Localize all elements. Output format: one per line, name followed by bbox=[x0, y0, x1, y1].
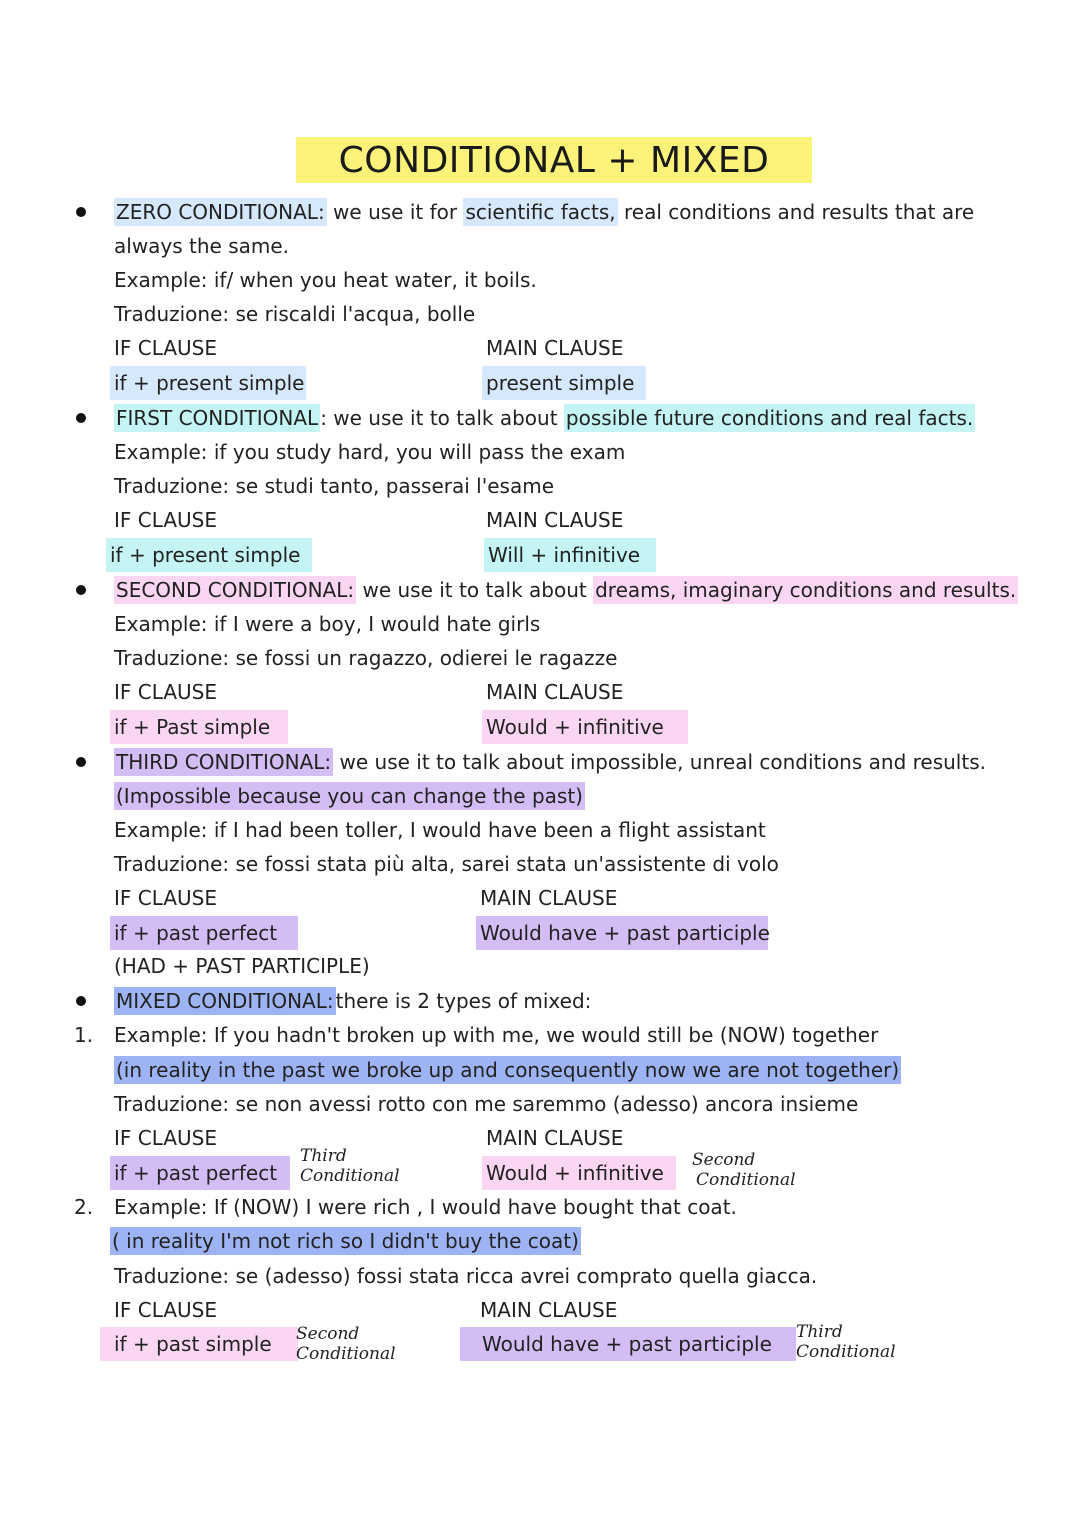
first-heading-line bbox=[114, 402, 975, 434]
mixed-type1-example: Example: If you hadn't broken up with me, we would still be (NOW) together bbox=[114, 1023, 879, 1047]
third-desc-a: we use it to talk about impossible, unreal conditions and results. bbox=[333, 750, 986, 774]
zero-if-form: if + present simple bbox=[110, 366, 306, 400]
first-desc-highlight: possible future conditions and real facts. bbox=[565, 406, 974, 430]
mixed-type2-if-header: IF CLAUSE bbox=[114, 1298, 217, 1322]
second-example: Example: if I were a boy, I would hate girls bbox=[114, 612, 541, 636]
third-heading-line bbox=[114, 746, 986, 778]
zero-desc-c: always the same. bbox=[114, 234, 290, 258]
third-note: (Impossible because you can change the past) bbox=[116, 784, 583, 808]
zero-main-form: present simple bbox=[482, 366, 646, 400]
second-main-header: MAIN CLAUSE bbox=[486, 680, 624, 704]
third-if-form: if + past perfect bbox=[110, 916, 298, 950]
mixed-type2-main-header: MAIN CLAUSE bbox=[480, 1298, 618, 1322]
mixed-type1-if-note-2: Conditional bbox=[300, 1166, 400, 1186]
mixed-type1-if-note-1: Third bbox=[300, 1146, 347, 1166]
mixed-type1-if-form: if + past perfect bbox=[110, 1156, 290, 1190]
mixed-type1-translation: Traduzione: se non avessi rotto con me saremmo (adesso) ancora insieme bbox=[114, 1092, 859, 1116]
third-if-header: IF CLAUSE bbox=[114, 886, 217, 910]
first-example: Example: if you study hard, you will pass the exam bbox=[114, 440, 626, 464]
second-label: SECOND CONDITIONAL: bbox=[116, 578, 355, 602]
zero-if-header: IF CLAUSE bbox=[114, 336, 217, 360]
first-main-form: Will + infinitive bbox=[484, 538, 656, 572]
third-extra: (HAD + PAST PARTICIPLE) bbox=[114, 954, 370, 978]
mixed-type1-reality-line bbox=[114, 1054, 901, 1086]
mixed-type2-main-form: Would have + past participle bbox=[460, 1327, 796, 1361]
second-heading-line bbox=[114, 574, 1018, 606]
second-translation: Traduzione: se fossi un ragazzo, odierei le ragazze bbox=[114, 646, 618, 670]
third-main-header: MAIN CLAUSE bbox=[480, 886, 618, 910]
zero-label: ZERO CONDITIONAL: bbox=[116, 200, 325, 224]
mixed-type1-main-header: MAIN CLAUSE bbox=[486, 1126, 624, 1150]
mixed-type1-main-note-1: Second bbox=[692, 1150, 756, 1170]
bullet-first bbox=[76, 413, 86, 423]
first-if-header: IF CLAUSE bbox=[114, 508, 217, 532]
bullet-mixed bbox=[76, 996, 86, 1006]
mixed-type2-number: 2. bbox=[74, 1195, 94, 1219]
second-if-form: if + Past simple bbox=[110, 710, 288, 744]
mixed-desc-a: there is 2 types of mixed: bbox=[335, 989, 592, 1013]
third-label: THIRD CONDITIONAL: bbox=[116, 750, 332, 774]
zero-main-header: MAIN CLAUSE bbox=[486, 336, 624, 360]
third-main-form: Would have + past participle bbox=[476, 916, 768, 950]
mixed-type1-main-note-2: Conditional bbox=[696, 1170, 796, 1190]
mixed-type2-if-form: if + past simple bbox=[100, 1327, 298, 1361]
second-main-form: Would + infinitive bbox=[482, 710, 688, 744]
first-main-header: MAIN CLAUSE bbox=[486, 508, 624, 532]
bullet-second bbox=[76, 585, 86, 595]
first-if-form: if + present simple bbox=[106, 538, 312, 572]
second-desc-highlight: dreams, imaginary conditions and results. bbox=[595, 578, 1017, 602]
second-desc-a: we use it to talk about bbox=[356, 578, 594, 602]
third-example: Example: if I had been toller, I would have been a flight assistant bbox=[114, 818, 766, 842]
mixed-label: MIXED CONDITIONAL: bbox=[116, 989, 334, 1013]
third-note-line bbox=[114, 780, 585, 812]
bullet-zero bbox=[76, 207, 86, 217]
mixed-type1-reality: (in reality in the past we broke up and consequently now we are not together) bbox=[116, 1058, 900, 1082]
second-if-header: IF CLAUSE bbox=[114, 680, 217, 704]
mixed-heading-line bbox=[114, 985, 591, 1017]
mixed-type2-main-note-2: Conditional bbox=[796, 1342, 896, 1362]
mixed-type2-example: Example: If (NOW) I were rich , I would have bought that coat. bbox=[114, 1195, 737, 1219]
mixed-type2-translation: Traduzione: se (adesso) fossi stata ricca avrei comprato quella giacca. bbox=[114, 1264, 818, 1288]
first-translation: Traduzione: se studi tanto, passerai l'esame bbox=[114, 474, 554, 498]
page-title: CONDITIONAL + MIXED bbox=[296, 137, 812, 183]
zero-heading-line bbox=[114, 196, 974, 228]
zero-translation: Traduzione: se riscaldi l'acqua, bolle bbox=[114, 302, 476, 326]
bullet-third bbox=[76, 757, 86, 767]
zero-desc-highlight: scientific facts, bbox=[465, 200, 616, 224]
zero-desc-b: real conditions and results that are bbox=[617, 200, 975, 224]
third-translation: Traduzione: se fossi stata più alta, sarei stata un'assistente di volo bbox=[114, 852, 779, 876]
mixed-type2-reality-line bbox=[110, 1225, 581, 1257]
mixed-type2-main-note-1: Third bbox=[796, 1322, 843, 1342]
first-label: FIRST CONDITIONAL bbox=[116, 406, 319, 430]
zero-desc-a: we use it for bbox=[326, 200, 464, 224]
first-desc-a: : we use it to talk about bbox=[320, 406, 564, 430]
mixed-type1-number: 1. bbox=[74, 1023, 94, 1047]
mixed-type2-if-note-2: Conditional bbox=[296, 1344, 396, 1364]
zero-example: Example: if/ when you heat water, it boils. bbox=[114, 268, 537, 292]
mixed-type1-main-form: Would + infinitive bbox=[482, 1156, 676, 1190]
mixed-type1-if-header: IF CLAUSE bbox=[114, 1126, 217, 1150]
mixed-type2-if-note-1: Second bbox=[296, 1324, 360, 1344]
mixed-type2-reality: ( in reality I'm not rich so I didn't buy the coat) bbox=[112, 1229, 579, 1253]
